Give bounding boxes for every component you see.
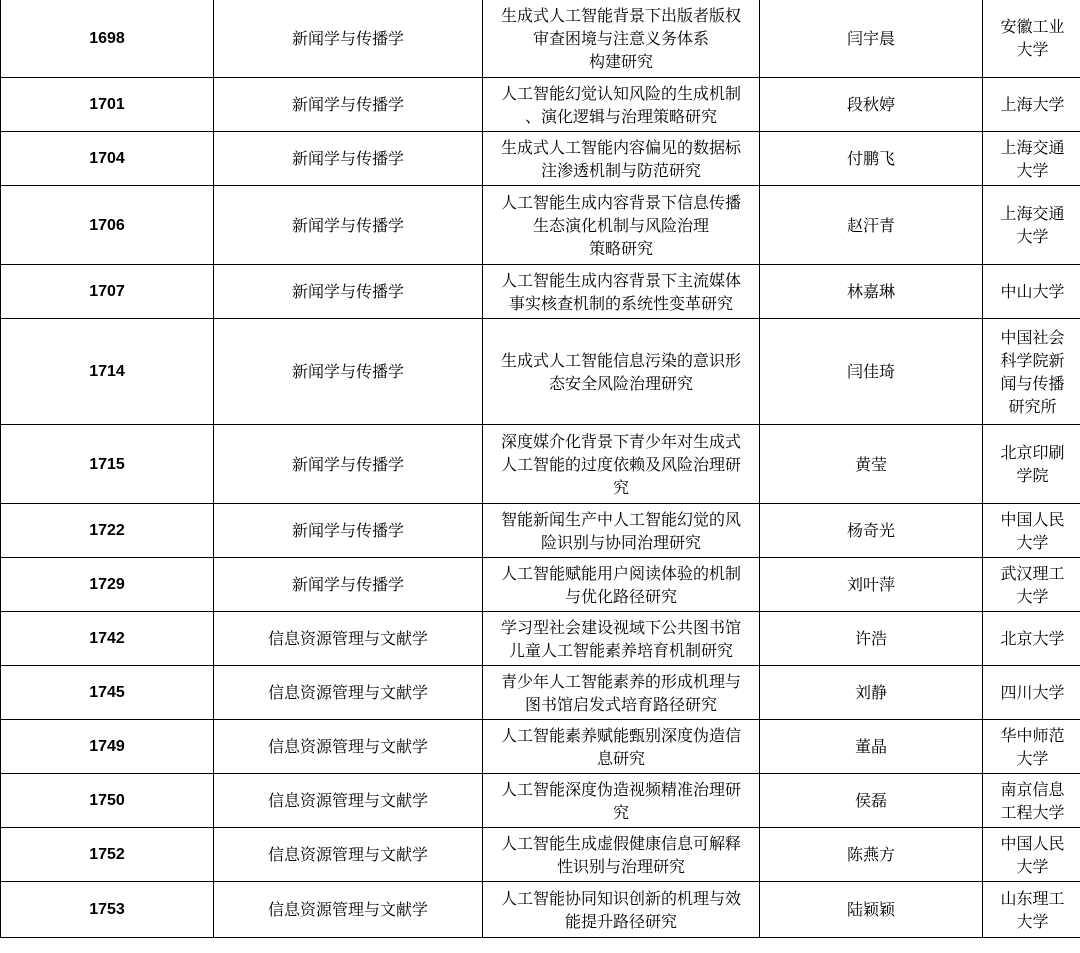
institution-line: 四川大学 bbox=[1000, 683, 1065, 702]
project-title-line: 学习型社会建设视域下公共图书馆 bbox=[500, 617, 741, 637]
table-row bbox=[1, 828, 1080, 882]
institution-line: 上海交通 bbox=[1000, 204, 1065, 223]
project-id-cell: 1698 bbox=[1, 0, 214, 78]
discipline-cell: 新闻学与传播学 bbox=[214, 319, 483, 425]
table-row bbox=[1, 720, 1080, 774]
project-id-cell: 1752 bbox=[1, 828, 214, 882]
project-title-line: 青少年人工智能素养的形成机理与 bbox=[500, 671, 741, 691]
institution-line: 科学院新 bbox=[1000, 350, 1065, 370]
project-title-cell bbox=[483, 774, 760, 828]
discipline-cell: 信息资源管理与文献学 bbox=[214, 828, 483, 882]
project-title-line: 生成式人工智能内容偏见的数据标 bbox=[500, 137, 741, 157]
project-title-line: 生态演化机制与风险治理 bbox=[532, 215, 709, 235]
project-id-cell: 1706 bbox=[1, 186, 214, 265]
person-cell: 闫宇晨 bbox=[760, 0, 983, 78]
person-cell: 许浩 bbox=[760, 612, 983, 666]
institution-cell bbox=[983, 774, 1080, 828]
table-row bbox=[1, 774, 1080, 828]
project-title-cell bbox=[483, 666, 760, 720]
institution-cell bbox=[983, 78, 1080, 132]
institution-line: 大学 bbox=[1016, 532, 1049, 552]
person-cell: 陆颖颖 bbox=[760, 882, 983, 938]
institution-line: 闻与传播 bbox=[1000, 373, 1065, 393]
person-cell: 杨奇光 bbox=[760, 504, 983, 558]
project-title-line: 注渗透机制与防范研究 bbox=[540, 160, 701, 180]
project-title-cell bbox=[483, 504, 760, 558]
table-row bbox=[1, 132, 1080, 186]
project-id-cell: 1701 bbox=[1, 78, 214, 132]
discipline-cell: 信息资源管理与文献学 bbox=[214, 774, 483, 828]
project-title-line: 息研究 bbox=[596, 748, 645, 768]
institution-cell bbox=[983, 504, 1080, 558]
project-id-cell: 1749 bbox=[1, 720, 214, 774]
project-title-line: 与优化路径研究 bbox=[564, 586, 677, 606]
project-title-cell bbox=[483, 425, 760, 504]
person-cell: 陈燕方 bbox=[760, 828, 983, 882]
project-title-line: 人工智能赋能用户阅读体验的机制 bbox=[500, 563, 741, 583]
person-cell: 段秋婷 bbox=[760, 78, 983, 132]
project-title-line: 险识别与协同治理研究 bbox=[540, 532, 701, 552]
project-id-cell: 1745 bbox=[1, 666, 214, 720]
discipline-cell: 新闻学与传播学 bbox=[214, 186, 483, 265]
project-id-cell: 1715 bbox=[1, 425, 214, 504]
project-title-line: 态安全风险治理研究 bbox=[548, 373, 693, 393]
project-title-cell bbox=[483, 0, 760, 78]
institution-line: 大学 bbox=[1016, 911, 1049, 931]
person-cell: 刘叶萍 bbox=[760, 558, 983, 612]
project-title-cell bbox=[483, 319, 760, 425]
person-cell: 侯磊 bbox=[760, 774, 983, 828]
institution-line: 南京信息 bbox=[1000, 779, 1065, 799]
project-id-cell: 1750 bbox=[1, 774, 214, 828]
project-title-cell bbox=[483, 186, 760, 265]
discipline-cell: 新闻学与传播学 bbox=[214, 132, 483, 186]
discipline-cell: 新闻学与传播学 bbox=[214, 0, 483, 78]
project-title-line: 生成式人工智能背景下出版者版权 bbox=[500, 5, 741, 25]
project-title-line: 事实核查机制的系统性变革研究 bbox=[508, 293, 733, 313]
institution-cell bbox=[983, 612, 1080, 666]
project-title-line: 能提升路径研究 bbox=[564, 911, 677, 931]
discipline-cell: 新闻学与传播学 bbox=[214, 425, 483, 504]
discipline-cell: 信息资源管理与文献学 bbox=[214, 720, 483, 774]
institution-line: 中国人民 bbox=[1000, 833, 1065, 853]
project-id-cell: 1753 bbox=[1, 882, 214, 938]
table-row bbox=[1, 425, 1080, 504]
project-title-line: 性识别与治理研究 bbox=[556, 856, 685, 876]
project-title-line: 人工智能深度伪造视频精准治理研 bbox=[500, 779, 741, 799]
institution-line: 安徽工业 bbox=[1000, 17, 1065, 36]
project-title-line: 生成式人工智能信息污染的意识形 bbox=[500, 350, 741, 370]
project-title-line: 人工智能生成内容背景下信息传播 bbox=[500, 192, 741, 212]
person-cell: 赵汗青 bbox=[760, 186, 983, 265]
person-cell: 刘静 bbox=[760, 666, 983, 720]
institution-line: 武汉理工 bbox=[1000, 563, 1065, 583]
project-title-line: 审查困境与注意义务体系 bbox=[532, 28, 709, 48]
project-id-cell: 1722 bbox=[1, 504, 214, 558]
institution-line: 上海交通 bbox=[1000, 137, 1065, 157]
project-title-line: 究 bbox=[612, 802, 629, 822]
project-title-line: 人工智能幻觉认知风险的生成机制 bbox=[500, 83, 741, 103]
project-title-cell bbox=[483, 558, 760, 612]
institution-line: 中国社会 bbox=[1000, 327, 1065, 347]
project-title-line: 人工智能生成内容背景下主流媒体 bbox=[500, 270, 741, 290]
institution-cell bbox=[983, 425, 1080, 504]
institution-cell bbox=[983, 666, 1080, 720]
project-title-line: 究 bbox=[612, 477, 629, 497]
institution-line: 大学 bbox=[1016, 748, 1049, 768]
discipline-cell: 新闻学与传播学 bbox=[214, 78, 483, 132]
project-title-line: 图书馆启发式培育路径研究 bbox=[524, 694, 717, 714]
institution-line: 大学 bbox=[1016, 160, 1049, 180]
table-body bbox=[1, 0, 1080, 938]
project-id-cell: 1704 bbox=[1, 132, 214, 186]
discipline-cell: 新闻学与传播学 bbox=[214, 504, 483, 558]
table-row bbox=[1, 666, 1080, 720]
project-id-cell: 1707 bbox=[1, 265, 214, 319]
discipline-cell: 信息资源管理与文献学 bbox=[214, 666, 483, 720]
project-title-cell bbox=[483, 612, 760, 666]
institution-line: 学院 bbox=[1016, 466, 1049, 485]
project-title-line: 人工智能素养赋能甄别深度伪造信 bbox=[500, 725, 741, 745]
institution-line: 大学 bbox=[1016, 586, 1049, 606]
institution-cell bbox=[983, 558, 1080, 612]
institution-line: 研究所 bbox=[1008, 396, 1057, 416]
institution-line: 大学 bbox=[1016, 856, 1049, 876]
institution-cell bbox=[983, 0, 1080, 78]
project-title-cell bbox=[483, 882, 760, 938]
institution-line: 工程大学 bbox=[1000, 802, 1065, 822]
institution-line: 中山大学 bbox=[1000, 282, 1065, 301]
person-cell: 闫佳琦 bbox=[760, 319, 983, 425]
project-title-line: 、演化逻辑与治理策略研究 bbox=[524, 106, 717, 126]
table-row bbox=[1, 504, 1080, 558]
project-title-line: 智能新闻生产中人工智能幻觉的风 bbox=[500, 509, 741, 529]
discipline-cell: 新闻学与传播学 bbox=[214, 265, 483, 319]
project-id-cell: 1742 bbox=[1, 612, 214, 666]
discipline-cell: 信息资源管理与文献学 bbox=[214, 882, 483, 938]
table-row bbox=[1, 186, 1080, 265]
institution-line: 上海大学 bbox=[1000, 95, 1065, 114]
table-row bbox=[1, 265, 1080, 319]
institution-line: 大学 bbox=[1016, 227, 1049, 246]
table-row bbox=[1, 0, 1080, 78]
institution-line: 山东理工 bbox=[1000, 888, 1065, 908]
project-title-cell bbox=[483, 265, 760, 319]
institution-cell bbox=[983, 882, 1080, 938]
person-cell: 林嘉琳 bbox=[760, 265, 983, 319]
person-cell: 董晶 bbox=[760, 720, 983, 774]
project-title-line: 深度媒介化背景下青少年对生成式 bbox=[500, 431, 741, 451]
institution-line: 华中师范 bbox=[1000, 725, 1065, 745]
institution-cell bbox=[983, 265, 1080, 319]
discipline-cell: 新闻学与传播学 bbox=[214, 558, 483, 612]
project-title-cell bbox=[483, 828, 760, 882]
project-title-line: 人工智能协同知识创新的机理与效 bbox=[500, 888, 741, 908]
table-row bbox=[1, 78, 1080, 132]
institution-cell bbox=[983, 720, 1080, 774]
institution-cell bbox=[983, 132, 1080, 186]
project-id-cell: 1729 bbox=[1, 558, 214, 612]
table-row bbox=[1, 882, 1080, 938]
institution-line: 大学 bbox=[1016, 40, 1049, 59]
institution-cell bbox=[983, 319, 1080, 425]
project-title-line: 人工智能生成虚假健康信息可解释 bbox=[500, 833, 741, 853]
table-row bbox=[1, 612, 1080, 666]
project-title-cell bbox=[483, 720, 760, 774]
institution-line: 北京大学 bbox=[1000, 629, 1065, 648]
project-title-line: 策略研究 bbox=[588, 238, 653, 258]
table-row bbox=[1, 558, 1080, 612]
person-cell: 黄莹 bbox=[760, 425, 983, 504]
institution-cell bbox=[983, 828, 1080, 882]
project-title-line: 构建研究 bbox=[588, 51, 653, 71]
project-title-line: 儿童人工智能素养培育机制研究 bbox=[508, 640, 733, 660]
project-title-cell bbox=[483, 132, 760, 186]
person-cell: 付鹏飞 bbox=[760, 132, 983, 186]
institution-line: 北京印刷 bbox=[1000, 443, 1065, 462]
discipline-cell: 信息资源管理与文献学 bbox=[214, 612, 483, 666]
project-id-cell: 1714 bbox=[1, 319, 214, 425]
institution-cell bbox=[983, 186, 1080, 265]
institution-line: 中国人民 bbox=[1000, 509, 1065, 529]
project-title-cell bbox=[483, 78, 760, 132]
table-row bbox=[1, 319, 1080, 425]
project-title-line: 人工智能的过度依赖及风险治理研 bbox=[500, 454, 741, 474]
